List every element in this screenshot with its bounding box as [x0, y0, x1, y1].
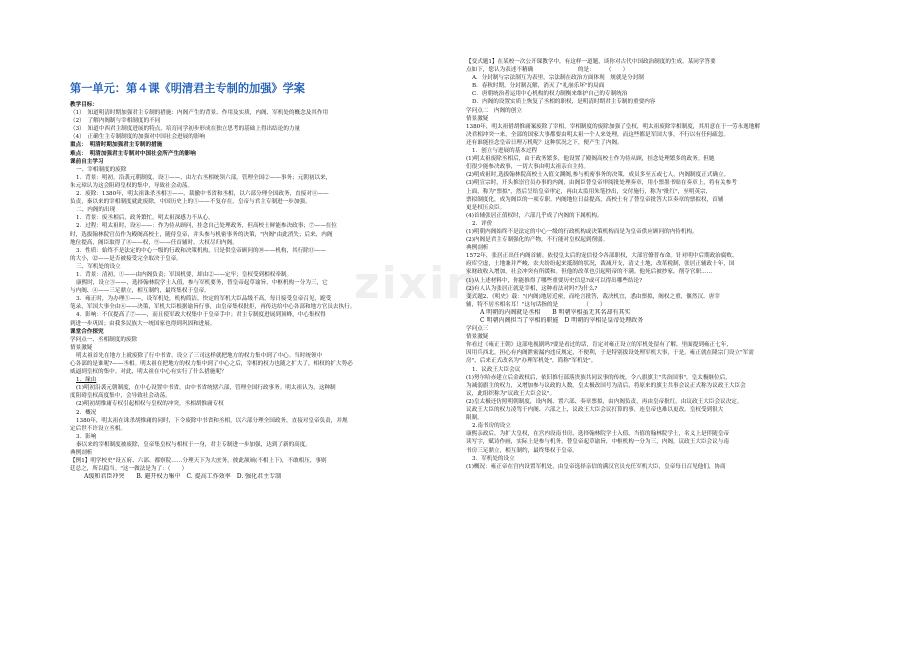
right-text-line: 家财政收入增加，社会冲突有所缓和。但他的改革也引起明帝的不满。他死后被抄家，削夺官职…… [466, 269, 713, 276]
left-text-line: 康熙时，设立③——，选择翰林院学士入值，参与军机要务，替皇帝起草谕旨，中枢机构一分为三，它 [76, 280, 328, 287]
left-text-line: 教学目标： [70, 102, 98, 108]
left-text-line: 3．性质：始终不是法定的中心一级的行政和决策机构，只是供皇帝顾问的⑩——机构，其行除⑪—— [76, 247, 326, 254]
right-text-line: B．春秋时期，分封制瓦解，消灭了"礼崩乐坏"的局面 [472, 83, 605, 90]
left-text-line: 二、内阁的出现 [76, 207, 116, 214]
left-text-line: 2．废除：1380年，明太祖诛杀丞相③——，裁撤中书省和丞相，以六部分理全国政务，直接对④—— [76, 191, 329, 198]
right-text-line: 典例剖析 [466, 245, 489, 252]
left-text-line: （1） 知道明清时期加强君主专制的措施：内阁产生的背景、作用及实质，内阁、军机处的概念及其作用 [70, 110, 329, 117]
right-text-line: 还有谁能挂念皇帝日理万机呢？这种状况之下，便产生了内阁。 [466, 139, 623, 146]
left-text-block [70, 101, 455, 481]
page-title: 第一单元：第４课《明清君主专制的加强》学案 [70, 82, 305, 95]
left-text-line: 3．影响 [76, 433, 97, 440]
left-text-line: 1．背景：清初，①——由内阁负责；军国机要，却由②——定牢；皇权受到相权牵制。 [76, 271, 293, 278]
right-text-line: 【变式题1】在某校一次公开课教学中，有这样一道题，谈你对古代中国政治制度的生成。某同学答要 [466, 59, 716, 65]
right-text-line: (1)努尔哈赤建立后金政权后，依旧推行部落贵族共同议事的传统，令八旗旗主"共治国事"，皇太极继位后， [466, 374, 731, 381]
left-text-line: (1)明初沿袭元朝制度，在中心设置中书省，由中书省统辖六部，管理全国行政事务。明太祖认为，这种制 [76, 385, 336, 392]
left-text-line: 笔录，军国大事全由⑥——决策，军机大臣根据谕旨行事，由皇帝集权批拒，再传达给中心各部和地方官员去执行。 [70, 304, 356, 311]
right-text-line: 读写字，赋诗作画，实际上是参与机务，替皇帝起草谕旨，中枢机构一分为三，内阁，议政王大臣会议与南 [466, 439, 729, 446]
right-text-line: 为减弱旗主的权力，又增加参与议政的人数。皇太极改国号为清后，将原来的旗主共事会议正式称为议政王大臣会 [466, 382, 746, 389]
left-text-line: 1．背景：明初，沿袭元朝制度，设①——，由左右丞相统领六部，管理全国②——事务；元朝初以来， [76, 174, 332, 181]
right-text-line: 1．议政王大臣会议 [472, 366, 521, 373]
right-text-line: 1．创立与进展的基本过程 [472, 148, 538, 155]
right-text-line: (2)皇太极还仿照明朝制度，设内阁、置六部、奏章票拟，由内阁负责，再由皇帝批红。由议政王大臣会议决定。 [466, 398, 743, 405]
left-text-line: 与内阁、④——三足鼎立，相互制约，最终集权于皇帝。 [70, 288, 210, 295]
left-text-line: 廷总之，所以稳当。"这一做法是为了：（ ） [70, 466, 188, 473]
right-text-block [466, 58, 861, 471]
right-text-line: 上面，称为"票拟"，然后呈给皇帝审定，再由太监用朱笔抄出，交付施行，称为"批红"，至明英宗， [466, 188, 712, 195]
right-text-line: (4)首辅张居正值权时，六部几乎成了内阁的下属机构。 [466, 212, 603, 219]
left-column [70, 82, 455, 481]
right-text-line: 决君相冲突一来，全部的国家大事都要由明太祖一个人来处理，而这些都是军国大事，不行以有任何疏忽。 [466, 131, 729, 138]
right-text-line: 点如下，您认为表述不精确 的是： （ ） [466, 67, 629, 74]
right-text-line: 1572年，张居正出任内阁首辅。依侵皇太后的宠信侵令各部职权，大部官僚普布命。针对明中后期政治腐败、 [466, 253, 738, 260]
left-text-line: (2)明初胡惟庸专权引起相权与皇权的冲突，丞相胡惟庸专权 [76, 401, 224, 408]
left-text-line: A缓和君臣冲突 B. 避开权力集中 C. 提高工作效率 D. 强化君主专制 [84, 473, 282, 481]
right-text-line: 限制。 [466, 415, 483, 422]
left-text-line: 朱元璋认为这会阻碍皇权的集中，导致社会动荡。 [70, 182, 194, 189]
right-text-line: 们很少能参决政事，一切大事由明太祖亲自主持。 [466, 164, 590, 171]
left-text-line: 负责，秦以来的宰相制度就此废除，中国历史上的⑤——不复存在，皇帝与君主专制进一步加强。 [70, 199, 311, 206]
right-text-line: 更是权压众臣。 [466, 204, 506, 211]
right-text-line: 学问点三 [466, 326, 489, 333]
left-text-line: 课堂合作探究 [70, 328, 104, 335]
left-text-line: 课前自主学习 [70, 158, 104, 165]
left-text-line: 典例剖析 [70, 450, 93, 457]
right-text-line: D．内阁的设置实质上恢复了丞相的职权，是明清时期君主专制的重要内容 [472, 99, 656, 106]
right-column [466, 58, 861, 471]
right-text-line: (1)明朝内阁始终不是法定的中心一级的行政机构或决策机构而是为皇帝供应顾问的内侍机构。 [466, 228, 698, 235]
left-text-line: 的大小，⑫——是否被接受完全取决于皇帝。 [70, 255, 182, 262]
right-text-line: 议，此组织称为"议政王大臣会议"。 [466, 390, 556, 397]
left-text-line: 1．缘由 [76, 377, 97, 384]
left-text-line: 难点： 明清加强君主专制对中国社会所产生的影响 [70, 150, 196, 157]
right-text-line: A．分封制与宗法制互为表里，宗法制在政治方面体现 规就是分封制 [472, 75, 644, 82]
right-text-line: 你看过《雍正王朝》这部电视剧吗?要是看过的话，肯定对雍正设立的军机处留有了解，里面提到雍正七年， [466, 342, 732, 349]
right-text-line: 票拟制度化，成为阁臣的一项专职。内阁地位日益提高，高校士有了替皇帝批答大臣奏章的票拟权，首辅 [466, 196, 724, 203]
right-text-line: 议政王大臣的权力凌驾于内阁、六部之上，议政王大臣会议打算的事，连皇帝也难以更改。皇权受到很大 [466, 407, 724, 414]
right-text-line: (2)内阁是君主专制强化的产物，不行能对皇权起到削弱。 [466, 237, 609, 244]
right-text-line: (3)明宣宗时，开头推崇官员办事的内阁，由阁臣替皇帝审阅批处理奏章，用小票墨书贴在奏章上，将有关参考 [466, 180, 737, 187]
left-text-line: 定后世不许设立丞相。 [70, 425, 126, 432]
right-text-line: 情景激疑 [466, 334, 489, 341]
left-text-line: 3．雍正时，为办理⑤——，设军机处，机构简洁，快定的军机大臣品级不高，每日接受皇帝召见，跪受 [76, 296, 332, 303]
left-text-line: 学问点一、丞相制度的废除 [70, 336, 138, 343]
right-text-line: 康熙亲政后，为扩大皇权，在宫内设南书房，选择翰林院学士入值。当值的翰林院学士，名义上是伴随皇帝 [466, 431, 729, 438]
right-text-line: 因用兵西北，担心有内阁泄密漏内违反规定，不便利，于是特别拔设处理军机大事，于是，雍正就在隆宗门设立"军需 [466, 350, 754, 357]
left-text-line: 重点： 明清时期加强君主专制的措施 [70, 142, 163, 149]
right-text-line: 书房三足鼎立，相互制约，最终集权于皇帝。 [466, 447, 578, 454]
left-text-line: 2．概况 [76, 409, 97, 416]
right-text-line: 1380年，明太祖借胡惟庸案废除了宰相，宰相制度的废除加强了皇权，明太祖废除宰相制度，其用意在于一劳永逸地解 [466, 123, 760, 130]
left-text-line: 到进一步巩固；由我多民族大一统国家也得到巩固和进展。 [70, 320, 216, 327]
right-text-line: 2.南书房的设立 [472, 423, 511, 430]
left-text-line: 2．过程：明太祖时，设⑥——：作为侍从顾问，挂念自己处理政务，但高校士鲜能参决政事；⑦——在位 [76, 223, 337, 230]
right-text-line: (1)概况：雍正帝在宫内设置军机处，由皇帝选择亲信的满汉官员充任军机大臣，皇帝每日召见他们，协商 [466, 463, 726, 470]
left-text-line: 4．影响：不仅提高了⑦——，而且使军政大权集中于皇帝手中；君主专制度进展到顶峰，中心集权得 [76, 312, 326, 319]
left-text-line: 时，选拔翰林院官员作为殿阁高校士，随侍皇帝，并头参与机密事务的决策，"内阁"由此消失；后来，内阁 [70, 231, 333, 238]
left-text-line: 情景激疑 [70, 344, 93, 351]
right-text-line: (1)明太祖废除丞相后，由于政务繁多，他设置了殿阁高校士作为侍从顾，挂念处理繁多的政务。但她 [466, 156, 715, 163]
right-text-line: 情景激疑 [466, 115, 489, 122]
left-text-line: 地位提高，阁臣取得了⑧——权，⑨——任首辅时，大权尽归内阁。 [70, 239, 238, 246]
right-text-line: 2．评价 [472, 220, 493, 227]
left-text-line: 三、军机处的设立 [76, 263, 121, 270]
watermark: zixin [354, 258, 480, 309]
right-text-line: (1)从上述材料中，你能推得了哪些重要历史信息?或可以得出哪些结论? [466, 277, 643, 284]
left-text-line: 度阻碍皇权高度集中，会导致社会动荡。 [70, 393, 171, 400]
left-text-line: （4） 正确生主专制制度的加强对中国社会进展的影响 [70, 134, 206, 141]
left-text-line: 一、宰相制度的废除 [76, 166, 127, 173]
left-text-line: 心各部的是谁呢?——丞相。明太祖在把地方的权力集中到了中心之后，宰相的权力也随之扩大了，相权的扩大势必 [70, 361, 353, 367]
left-text-line: 威逼到皇权的集中。对此，明太祖在中心有实行了什么措施呢？ [70, 369, 227, 376]
left-text-line: （3） 知道中西君主制度进展的特点，培育同学初步形成在独立思考的基础上得出结论的力量 [70, 126, 301, 133]
right-text-line: A 明朝的内阁就是丞相 B 明朝宰相虽无其名却有其实 [480, 308, 631, 316]
right-text-line: 府库空虚，土地兼并严峻、农夫纷纷起来抵制的状况，裁减开支，清丈土地，改革税制，张居正辅政十年，国 [466, 261, 735, 268]
left-text-line: 【例1】明学校史"设五府、六部、都察院……分理天下为大庶务，彼此颉颃(不相上下)，不敢相压，事则 [70, 458, 327, 465]
right-text-line: 房"，后来正式改名为"办理军机处"，简称"军机处"。 [466, 358, 597, 365]
left-text-line: 明太祖首先在地方上就废除了行中书省，设立了三司这样就把地方的权力集中到了中心。当时统领中 [76, 352, 323, 359]
right-text-line: (2)明成祖时,选拔翰林院高校士入值文渊阁,参与机密事务的决策，成员多至五或七人，内阁制度正式确立。 [466, 172, 730, 179]
right-text-line: 学问点二 内阁的创立 [466, 107, 522, 114]
right-text-line: C．唐朝统治者运用中心机构的权力制衡来维护自己的专制统治 [472, 91, 628, 98]
right-text-line: (2)有人认为张居正就是宰相，这种看法对吗?为什么? [466, 285, 598, 292]
left-text-line: （2） 了解内阁制与宰相制度的不同 [70, 118, 161, 125]
right-text-line: 3．军机处的设立 [472, 455, 515, 462]
right-text-line: 辅，特不居丞相名耳！"这句话指的是 （ ） [466, 301, 606, 308]
right-text-line: 变式题2、《明史》载："(内阁)地居近密，而纶言批答，裁决机宜，悉由票拟，阁权之重，偃然汉、唐宰 [466, 293, 720, 300]
left-text-line: 秦以来的宰相制度被废除，皇帝集皇权与相权于一身，君主专制进一步加强，达到了新的高度。 [76, 441, 311, 448]
left-text-line: 1380年，明太祖在诛杀胡惟庸的同时，下令废除中书省和丞相，以六部分理全国政务，直接对皇帝负责，并规 [76, 417, 348, 424]
right-text-line: C 明朝内阁担当了宰相的职能 D 明朝的宰相是皇帝处理政务 [480, 317, 644, 324]
left-text-line: 1．背景：废丞相后，政务繁忙。明太祖深感力不从心。 [76, 215, 214, 222]
